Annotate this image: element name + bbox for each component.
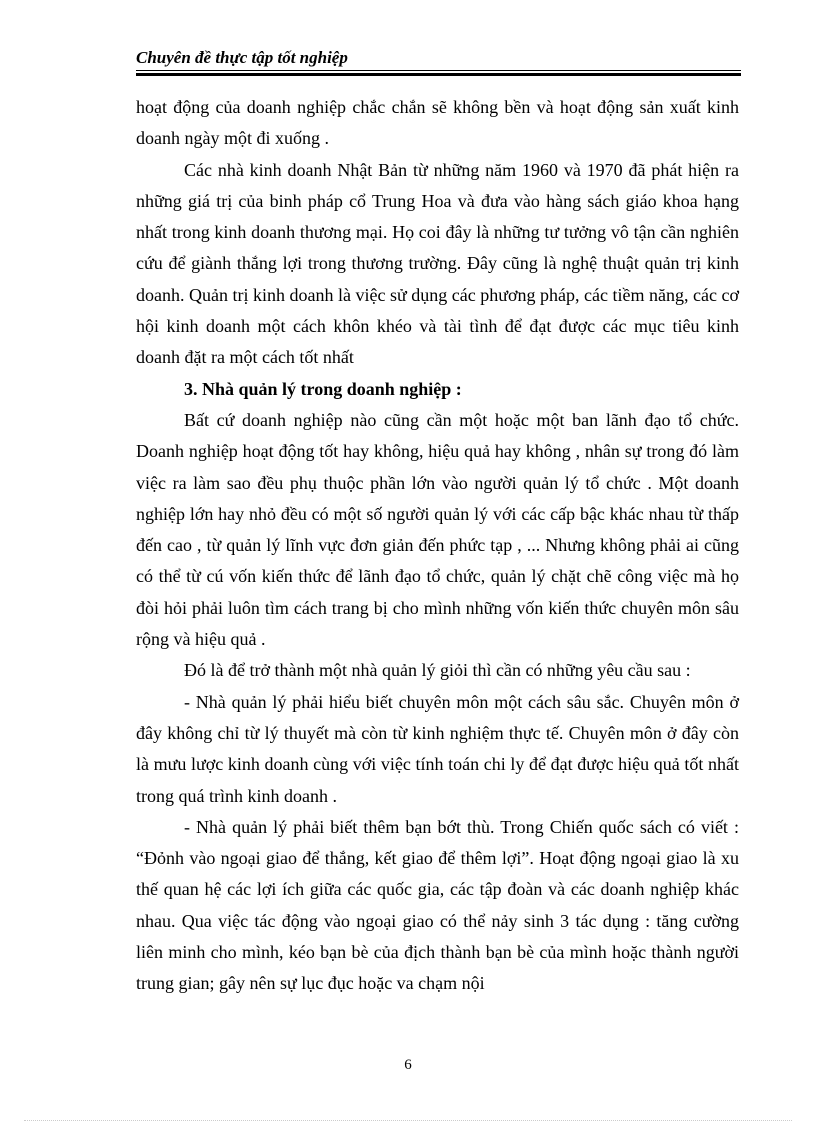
paragraph-continuation: hoạt động của doanh nghiệp chắc chắn sẽ không bền và hoạt động sản xuất kinh doanh ngày một đi xuống .	[136, 97, 739, 149]
section-heading: 3. Nhà quản lý trong doanh nghiệp :	[184, 378, 462, 399]
page-header	[136, 48, 741, 68]
page-number: 6	[404, 1057, 412, 1073]
document-body	[136, 92, 739, 1000]
paragraph-requirement-diplomacy: - Nhà quản lý phải biết thêm bạn bớt thù. Trong Chiến quốc sách có viết : “Đỏnh vào ngoại giao để thắng, kết giao để thêm lợi”. Hoạt động ngoại giao là xu thế quan hệ các lợi ích giữa các quốc gia, các tập đoàn và các doanh nghiệp khác nhau. Qua việc tác động vào ngoại giao có thể nảy sinh 3 tác dụng : tăng cường liên minh cho mình, kéo bạn bè của địch thành bạn bè của mình hoặc thành người trung gian; gây nên sự lục đục hoặc va chạm nội	[136, 816, 739, 994]
header-title: Chuyên đề thực tập tốt nghiệp	[136, 48, 348, 67]
header-rule-thick	[136, 73, 741, 76]
paragraph-requirement-expertise: - Nhà quản lý phải hiểu biết chuyên môn một cách sâu sắc. Chuyên môn ở đây không chỉ từ lý thuyết mà còn từ kinh nghiệm thực tế. Chuyên môn ở đây còn là mưu lược kinh doanh cùng với việc tính toán chi ly để đạt được hiệu quả tốt nhất trong quá trình kinh doanh .	[136, 691, 739, 806]
header-rule-thin	[136, 70, 741, 71]
paragraph-management: Bất cứ doanh nghiệp nào cũng cần một hoặc một ban lãnh đạo tổ chức. Doanh nghiệp hoạt động tốt hay không, hiệu quả hay không , nhân sự trong đó làm việc ra làm sao đều phụ thuộc phần lớn vào người quản lý tổ chức . Một doanh nghiệp lớn hay nhỏ đều có một số người quản lý với các cấp bậc khác nhau từ thấp đến cao , từ quản lý lĩnh vực đơn giản đến phức tạp , ... Nhưng không phải ai cũng có thể từ cú vốn kiến thức để lãnh đạo tổ chức, quản lý chặt chẽ công việc mà họ đòi hỏi phải luôn tìm cách trang bị cho mình những vốn kiến thức chuyên môn sâu rộng và hiệu quả .	[136, 409, 739, 650]
paragraph-japanese-business: Các nhà kinh doanh Nhật Bản từ những năm 1960 và 1970 đã phát hiện ra những giá trị của binh pháp cổ Trung Hoa và đưa vào hàng sách giáo khoa hạng nhất trong kinh doanh thương mại. Họ coi đây là những tư tưởng vô tận cần nghiên cứu để giành thắng lợi trong thương trường. Đây cũng là nghệ thuật quản trị kinh doanh. Quản trị kinh doanh là việc sử dụng các phương pháp, các tiềm năng, các cơ hội kinh doanh một cách khôn khéo và tài tình để đạt được các mục tiêu kinh doanh đặt ra một cách tốt nhất	[136, 159, 739, 368]
paragraph-requirements-intro: Đó là để trở thành một nhà quản lý giỏi thì cần có những yêu cầu sau :	[184, 660, 691, 681]
footer-dotted-line	[24, 1120, 792, 1121]
